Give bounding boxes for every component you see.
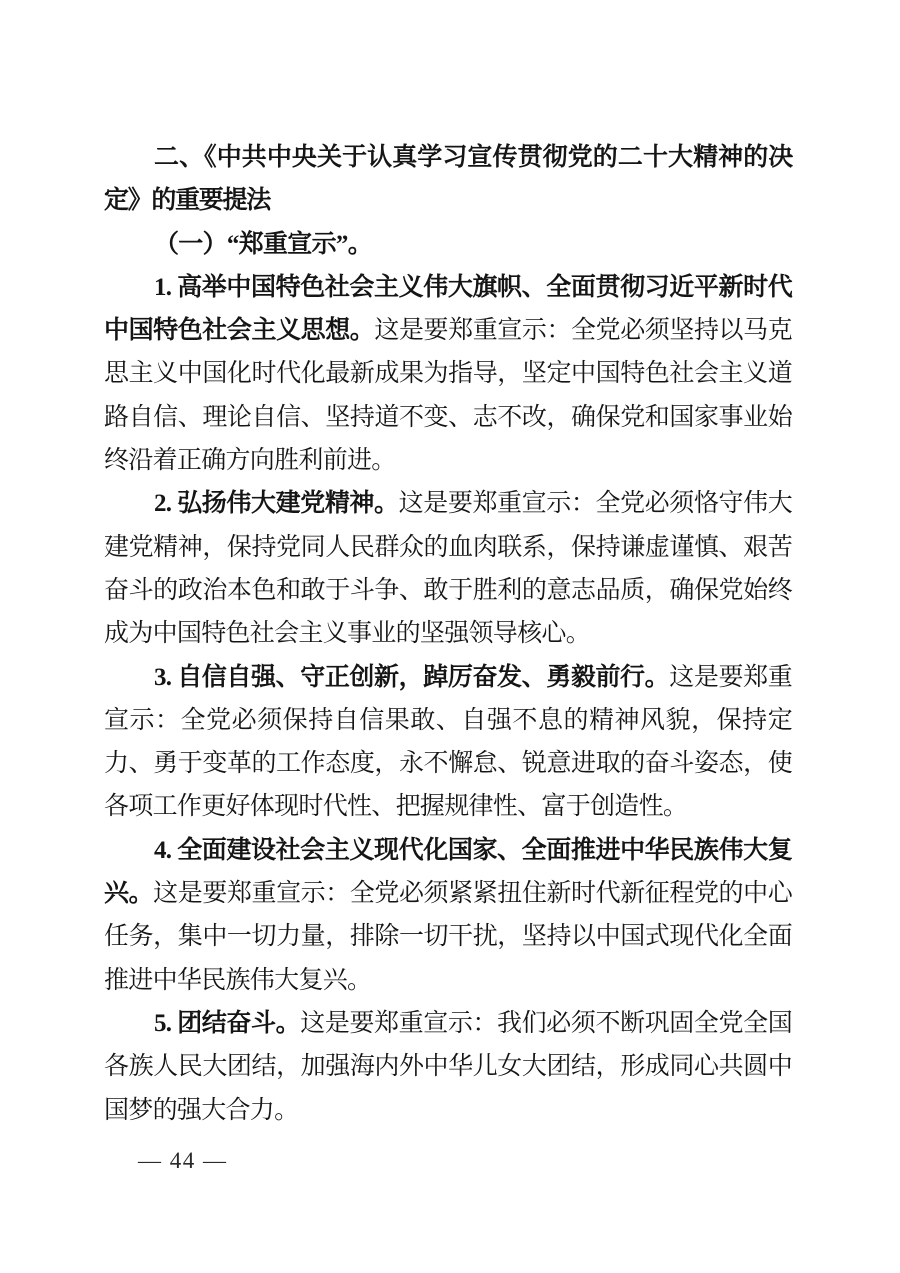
paragraph-2-body: 这是要郑重宣示：全党必须恪守伟大建党精神，保持党同人民群众的血肉联系，保持谦虚谨慎、艰苦奋斗的政治本色和敢于斗争、敢于胜利的意志品质，确保党始终成为中国特色社会主义事业的坚强领导核心。 — [104, 490, 792, 648]
paragraph-3 — [104, 656, 792, 829]
paragraph-3-body: 这是要郑重宣示：全党必须保持自信果敢、自强不息的精神风貌，保持定力、勇于变革的工作态度，永不懈怠、锐意进取的奋斗姿态，使各项工作更好体现时代性、把握规律性、富于创造性。 — [104, 663, 792, 821]
document-body — [104, 136, 792, 1132]
paragraph-1-body: 这是要郑重宣示：全党必须坚持以马克思主义中国化时代化最新成果为指导，坚定中国特色社会主义道路自信、理论自信、坚持道不变、志不改，确保党和国家事业始终沿着正确方向胜利前进。 — [104, 317, 792, 475]
section-heading: 二、《中共中央关于认真学习宣传贯彻党的二十大精神的决定》的重要提法 — [104, 143, 792, 215]
paragraph-4-lead: 4. 全面建设社会主义现代化国家、全面推进中华民族伟大复兴。 — [104, 836, 792, 908]
paragraph-4 — [104, 829, 792, 1002]
paragraph-5-body: 这是要郑重宣示：我们必须不断巩固全党全国各族人民大团结，加强海内外中华儿女大团结，形成同心共圆中国梦的强大合力。 — [104, 1009, 792, 1124]
paragraph-1-lead: 1. 高举中国特色社会主义伟大旗帜、全面贯彻习近平新时代中国特色社会主义思想。 — [104, 273, 792, 345]
paragraph-4-body: 这是要郑重宣示：全党必须紧紧扭住新时代新征程党的中心任务，集中一切力量，排除一切干扰，坚持以中国式现代化全面推进中华民族伟大复兴。 — [104, 880, 792, 994]
paragraph-5 — [104, 1002, 792, 1132]
paragraph-3-lead: 3. 自信自强、守正创新，踔厉奋发、勇毅前行。 — [154, 663, 670, 691]
subsection-heading: （一）“郑重宣示”。 — [154, 230, 373, 258]
page-number: — 44 — — [138, 1148, 228, 1173]
paragraph-1 — [104, 266, 792, 482]
paragraph-5-lead: 5. 团结奋斗。 — [154, 1009, 301, 1037]
paragraph-2-lead: 2. 弘扬伟大建党精神。 — [154, 490, 399, 518]
paragraph-2 — [104, 482, 792, 655]
